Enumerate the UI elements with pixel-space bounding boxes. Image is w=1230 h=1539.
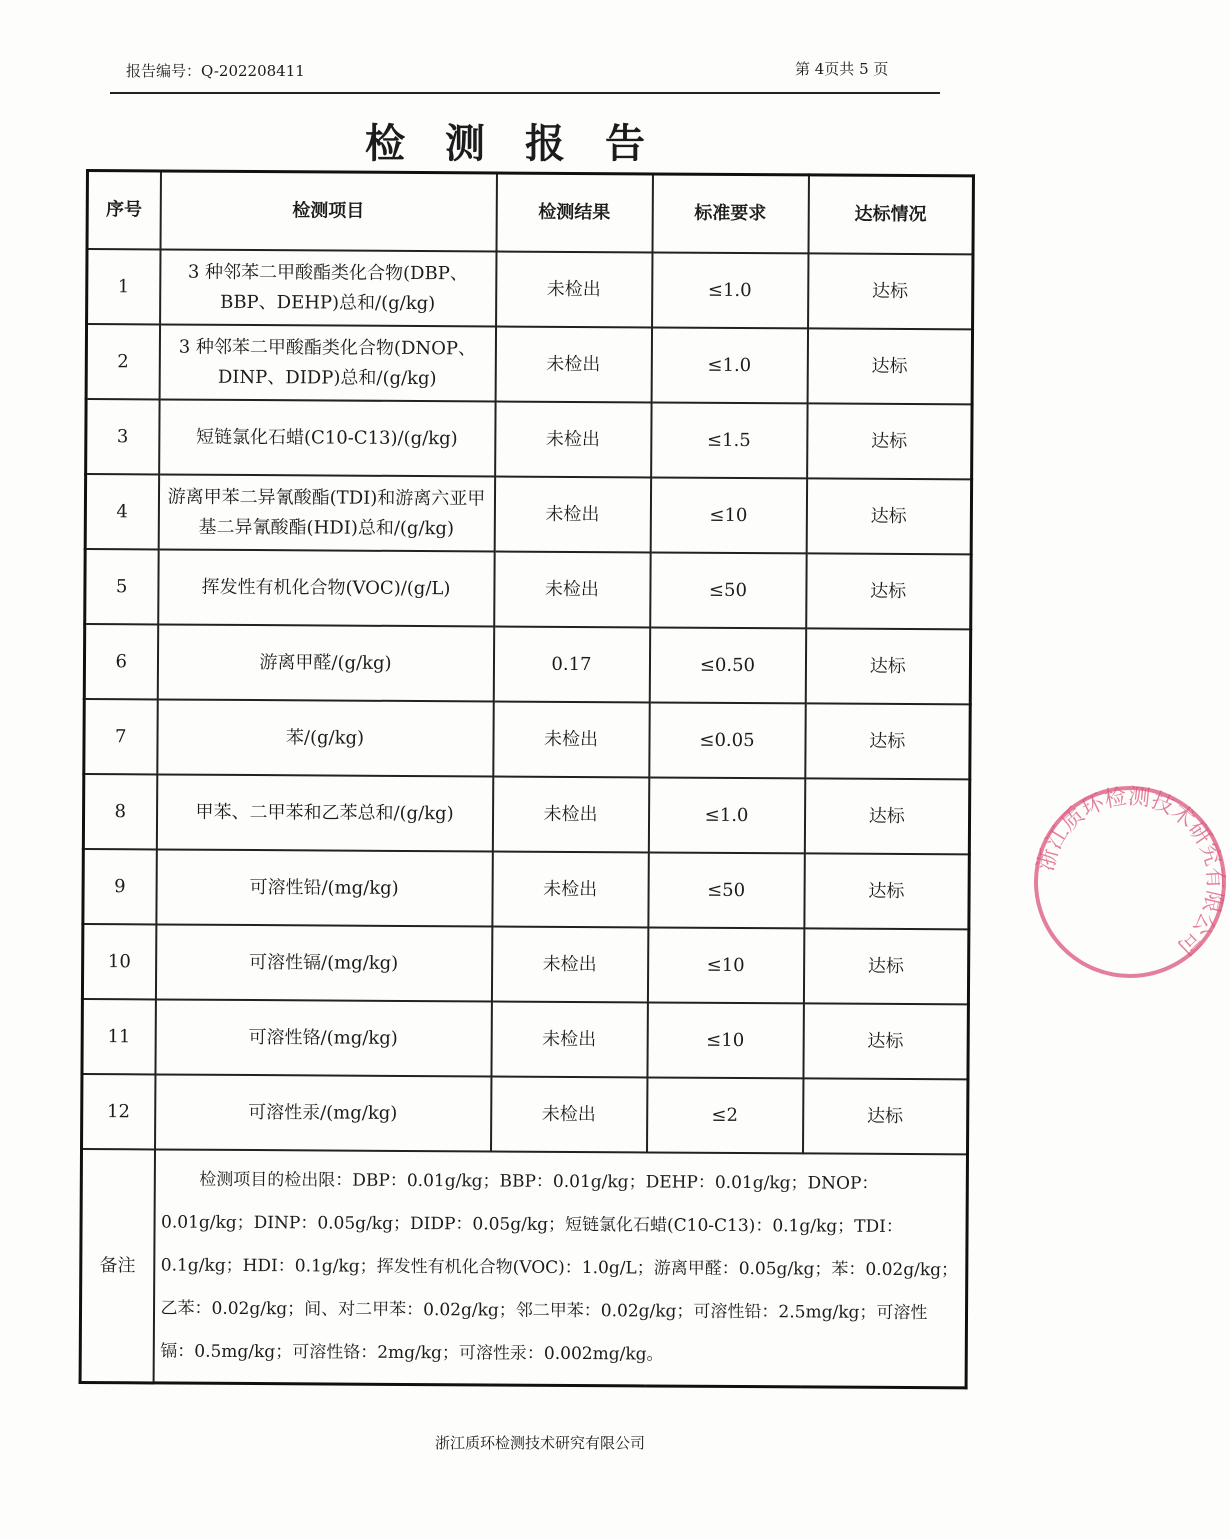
cell-result: 未检出 bbox=[491, 1001, 647, 1077]
document-title: 检测报告 bbox=[365, 121, 685, 167]
cell-result: 未检出 bbox=[495, 402, 651, 478]
cell-item: 可溶性铬/(mg/kg) bbox=[155, 999, 491, 1076]
table-row bbox=[85, 474, 971, 554]
cell-status: 达标 bbox=[803, 1078, 968, 1154]
cell-result: 未检出 bbox=[492, 851, 648, 927]
cell-status: 达标 bbox=[805, 628, 970, 704]
cell-result: 0.17 bbox=[493, 626, 649, 702]
cell-requirement: ≤50 bbox=[648, 852, 804, 928]
header-divider bbox=[110, 92, 940, 94]
cell-status: 达标 bbox=[808, 253, 973, 329]
page-indicator: 第 4页共 5 页 bbox=[795, 60, 889, 78]
company-footer: 浙江质环检测技术研究有限公司 bbox=[434, 1434, 645, 1452]
table-row bbox=[83, 849, 969, 929]
cell-requirement: ≤0.05 bbox=[649, 702, 805, 778]
cell-no: 2 bbox=[86, 324, 159, 399]
cell-result: 未检出 bbox=[491, 926, 647, 1002]
cell-item: 游离甲醛/(g/kg) bbox=[157, 624, 493, 701]
cell-no: 3 bbox=[86, 399, 159, 474]
cell-requirement: ≤1.5 bbox=[651, 402, 807, 478]
cell-requirement: ≤1.0 bbox=[651, 327, 807, 403]
cell-status: 达标 bbox=[803, 928, 968, 1004]
cell-requirement: ≤1.0 bbox=[648, 777, 804, 853]
table-row bbox=[87, 249, 973, 329]
cell-result: 未检出 bbox=[495, 327, 651, 403]
table-header-row bbox=[87, 171, 973, 255]
cell-no: 9 bbox=[83, 849, 156, 924]
cell-requirement: ≤0.50 bbox=[649, 627, 805, 703]
col-header-item: 检测项目 bbox=[160, 171, 496, 252]
table-row bbox=[82, 1074, 968, 1154]
cell-result: 未检出 bbox=[492, 776, 648, 852]
table-row bbox=[84, 624, 970, 704]
table-row bbox=[86, 324, 972, 404]
remarks-label: 备注 bbox=[80, 1149, 154, 1383]
cell-requirement: ≤2 bbox=[647, 1077, 803, 1153]
cell-result: 未检出 bbox=[493, 701, 649, 777]
cell-no: 5 bbox=[85, 549, 158, 624]
col-header-no: 序号 bbox=[87, 171, 160, 250]
cell-item: 苯/(g/kg) bbox=[157, 699, 493, 776]
cell-no: 4 bbox=[85, 474, 158, 549]
table-row bbox=[82, 999, 968, 1079]
cell-requirement: ≤10 bbox=[647, 927, 803, 1003]
svg-text:浙江质环检测技术研究有限公司: 浙江质环检测技术研究有限公司 bbox=[1033, 784, 1228, 960]
cell-status: 达标 bbox=[807, 328, 972, 404]
cell-result: 未检出 bbox=[496, 252, 652, 328]
table-row bbox=[84, 699, 970, 779]
report-number: 报告编号：Q-202208411 bbox=[126, 62, 305, 80]
cell-status: 达标 bbox=[803, 1003, 968, 1079]
cell-no: 1 bbox=[87, 249, 160, 324]
company-seal-stamp bbox=[1030, 782, 1230, 982]
cell-no: 10 bbox=[82, 924, 155, 999]
remarks-row bbox=[80, 1149, 967, 1388]
cell-item: 可溶性镉/(mg/kg) bbox=[155, 924, 491, 1001]
cell-item: 可溶性铅/(mg/kg) bbox=[156, 849, 492, 926]
cell-result: 未检出 bbox=[494, 552, 650, 628]
cell-item: 可溶性汞/(mg/kg) bbox=[155, 1074, 491, 1151]
cell-status: 达标 bbox=[805, 703, 970, 779]
cell-requirement: ≤10 bbox=[650, 477, 806, 553]
cell-no: 11 bbox=[82, 999, 155, 1074]
table-row bbox=[85, 549, 971, 629]
cell-requirement: ≤50 bbox=[650, 552, 806, 628]
table-row bbox=[82, 924, 968, 1004]
cell-status: 达标 bbox=[804, 853, 969, 929]
table-row bbox=[86, 399, 972, 479]
report-table-container bbox=[86, 169, 972, 1384]
cell-status: 达标 bbox=[806, 478, 971, 554]
cell-requirement: ≤10 bbox=[647, 1002, 803, 1078]
cell-status: 达标 bbox=[807, 403, 972, 479]
cell-item: 游离甲苯二异氰酸酯(TDI)和游离六亚甲基二异氰酸酯(HDI)总和/(g/kg) bbox=[158, 474, 494, 551]
cell-no: 7 bbox=[84, 699, 157, 774]
cell-result: 未检出 bbox=[491, 1076, 647, 1152]
cell-item: 3 种邻苯二甲酸酯类化合物(DBP、BBP、DEHP)总和/(g/kg) bbox=[160, 249, 496, 326]
cell-item: 短链氯化石蜡(C10-C13)/(g/kg) bbox=[159, 399, 495, 476]
cell-item: 甲苯、二甲苯和乙苯总和/(g/kg) bbox=[156, 774, 492, 851]
cell-result: 未检出 bbox=[494, 477, 650, 553]
cell-no: 6 bbox=[84, 624, 157, 699]
table-row bbox=[83, 774, 969, 854]
report-table bbox=[79, 169, 975, 1389]
cell-status: 达标 bbox=[804, 778, 969, 854]
remarks-text: 检测项目的检出限：DBP：0.01g/kg；BBP：0.01g/kg；DEHP：0.01g/kg；DNOP：0.01g/kg；DINP：0.05g/kg；DIDP：0.05g/kg；短链氯化石蜡(C10-C13)：0.1g/kg；TDI：0.1g/kg；HDI：0.1g/kg；挥发性有机化合物(VOC)：1.0g/L；游离甲醛：0.05g/kg；苯：0.02g/kg；乙苯：0.02g/kg；间、对二甲苯：0.02g/kg；邻二甲苯：0.02g/kg；可溶性铅：2.5mg/kg；可溶性镉：0.5mg/kg；可溶性铬：2mg/kg；可溶性汞：0.002mg/kg。 bbox=[153, 1149, 967, 1387]
cell-no: 12 bbox=[82, 1074, 155, 1149]
cell-requirement: ≤1.0 bbox=[652, 252, 808, 328]
col-header-requirement: 标准要求 bbox=[652, 174, 808, 253]
col-header-status: 达标情况 bbox=[808, 175, 973, 255]
cell-item: 挥发性有机化合物(VOC)/(g/L) bbox=[158, 549, 494, 626]
col-header-result: 检测结果 bbox=[496, 173, 652, 252]
cell-item: 3 种邻苯二甲酸酯类化合物(DNOP、DINP、DIDP)总和/(g/kg) bbox=[159, 324, 495, 401]
cell-status: 达标 bbox=[806, 553, 971, 629]
cell-no: 8 bbox=[83, 774, 156, 849]
